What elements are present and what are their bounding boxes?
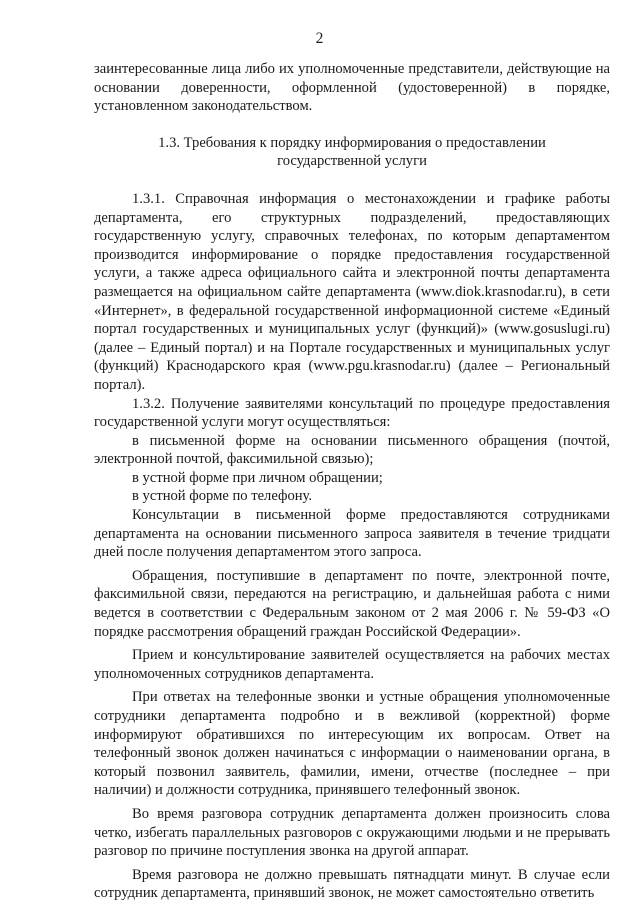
list-item-oral-phone: в устной форме по телефону. <box>132 488 313 505</box>
page-number: 2 <box>315 30 324 47</box>
paragraph-conversation-rules: Во время разговора сотрудник департамента должен произносить слова четко, избегать параллельных разговоров с окружающими людьми и не прерывать разговор по причине поступления звонка на другой аппарат. <box>94 805 610 860</box>
paragraph-written-consultations: Консультации в письменной форме предоставляются сотрудниками департамента на основании письменного запроса заявителя в течение тридцати дней после получения департаментом этого запроса. <box>94 507 610 561</box>
intro-paragraph: заинтересованные лица либо их уполномоченные представители, действующие на основании доверенности, оформленной (удостоверенной) в порядке, установленном законодательством. <box>94 61 610 115</box>
paragraph-conversation-time: Время разговора не должно превышать пятнадцати минут. В случае если сотрудник департамента, принявший звонок, не может самостоятельно ответить <box>94 866 610 902</box>
list-item-written-form: в письменной форме на основании письменного обращения (почтой, электронной почтой, факсимильной связью); <box>94 432 610 468</box>
paragraph-phone-answers: При ответах на телефонные звонки и устные обращения уполномоченные сотрудники департамента подробно и в вежливой (корректной) форме информируют обратившихся по интересующим их вопросам. Ответ на телефонный звонок должен начинаться с информации о наименовании органа, в который позвонил заявитель, фамилии, имени, отчестве (последнее – при наличии) и должности сотрудника, принявшего телефонный звонок. <box>94 689 610 799</box>
paragraph-1-3-2: 1.3.2. Получение заявителями консультаций по процедуре предоставления государственной услуги могут осуществляться: <box>94 395 610 431</box>
paragraph-reception: Прием и консультирование заявителей осуществляется на рабочих местах уполномоченных сотрудников департамента. <box>94 647 610 682</box>
paragraph-1-3-1: 1.3.1. Справочная информация о местонахождении и графике работы департамента, его структурных подразделений, предоставляющих государственную услугу, справочных телефонах, по которым департаментом производится информирование о порядке предоставления государственной услуги, а также адреса официального сайта и электронной почты департамента размещается на официальном сайте департамента (www.diok.krasnodar.ru), в сети «Интернет», в федеральной государственной информационной системе «Единый портал государственных и муниципальных услуг (функций)» (www.gosuslugi.ru) (далее – Единый портал) и на Портале государственных и муниципальных услуг (функций) Краснодарского края (www.pgu.krasnodar.ru) (далее – Региональный портал). <box>94 190 610 393</box>
section-heading-line-1: 1.3. Требования к порядку информирования о предоставлении <box>158 134 546 151</box>
paragraph-incoming-requests: Обращения, поступившие в департамент по почте, электронной почте, факсимильной связи, передаются на регистрацию, и дальнейшая работа с ними ведется в соответствии с Федеральным законом от 2 мая 2006 г. № 59-ФЗ «О порядке рассмотрения обращений граждан Российской Федерации». <box>94 567 610 640</box>
section-heading-line-2: государственной услуги <box>277 153 427 170</box>
section-heading <box>94 134 610 171</box>
list-item-oral-personal: в устной форме при личном обращении; <box>132 469 383 486</box>
document-body <box>94 60 610 903</box>
